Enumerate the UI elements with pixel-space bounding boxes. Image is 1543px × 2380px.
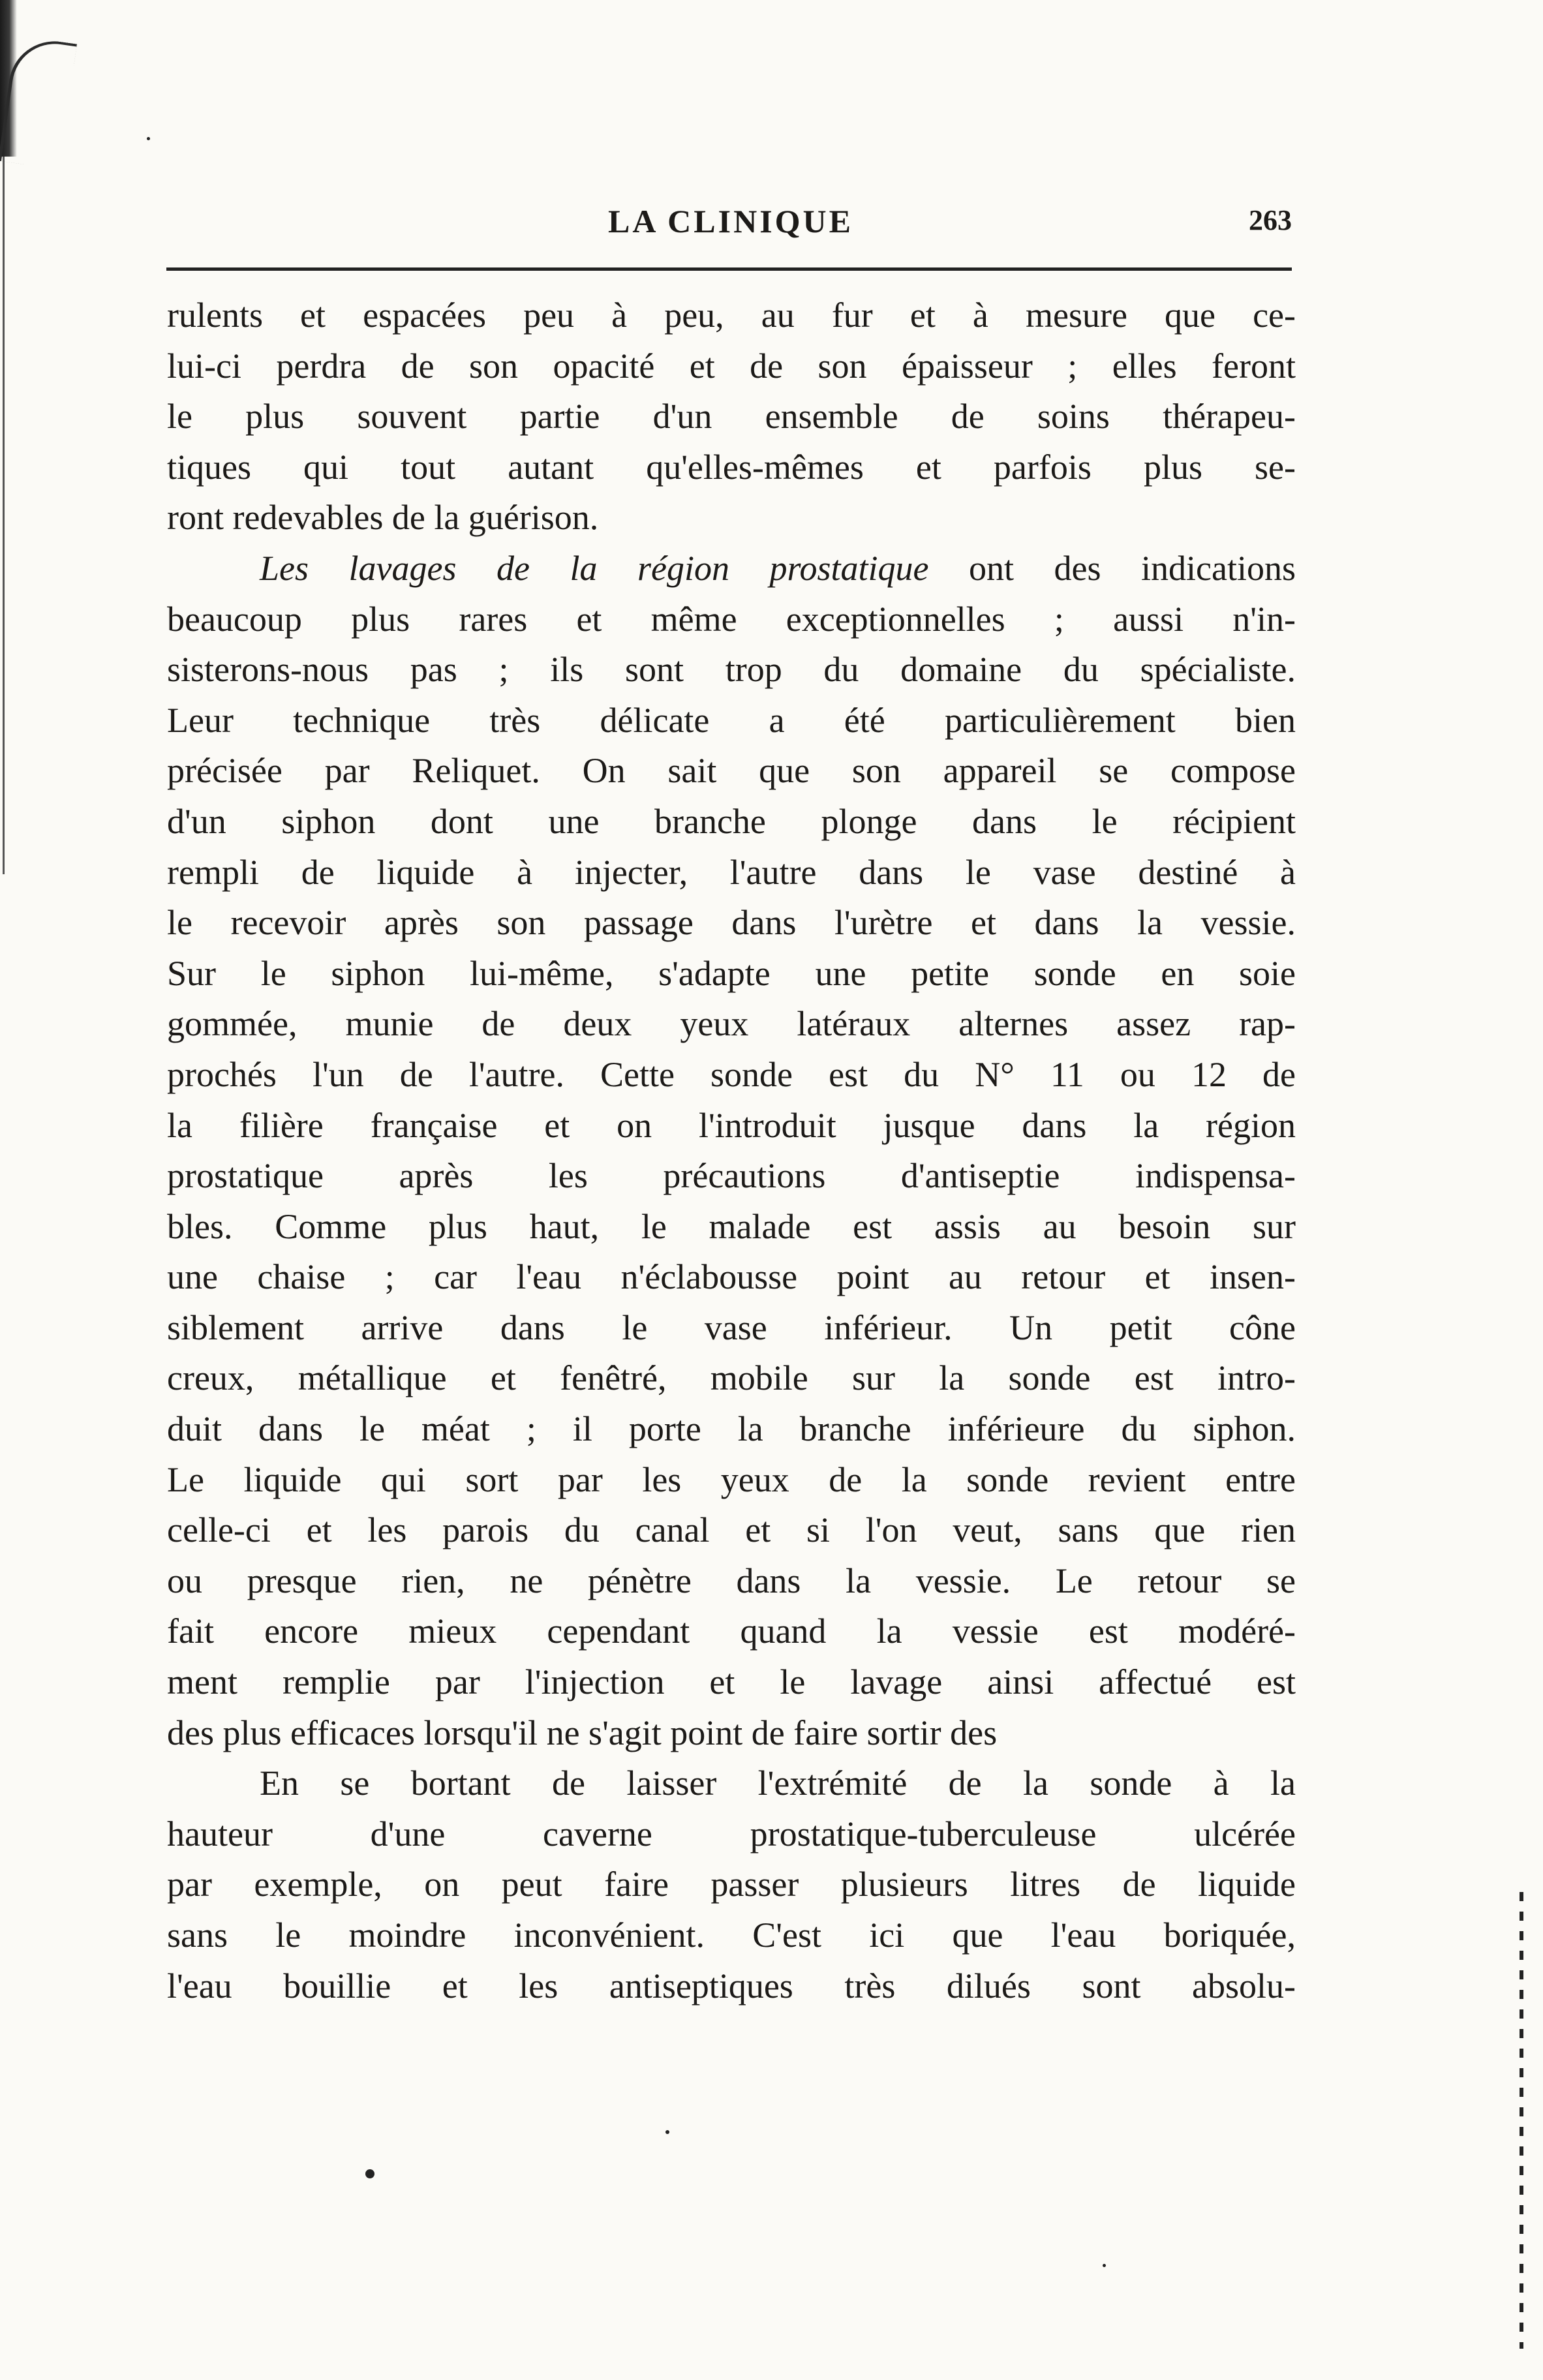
text-line: fait encore mieux cependant quand la vessie est modéré- bbox=[167, 1611, 1296, 1651]
text-line: ment remplie par l'injection et le lavage ainsi affectué est bbox=[167, 1662, 1296, 1702]
text-line: le recevoir après son passage dans l'urètre et dans la vessie. bbox=[167, 903, 1296, 943]
text-line: rempli de liquide à injecter, l'autre dans le vase destiné à bbox=[167, 852, 1296, 892]
scan-speck bbox=[365, 2169, 374, 2178]
paragraph-2 bbox=[167, 543, 1296, 1758]
text-line: beaucoup plus rares et même exceptionnelles ; aussi n'in- bbox=[167, 599, 1296, 639]
header-rule bbox=[166, 267, 1292, 271]
page-number: 263 bbox=[1249, 204, 1292, 236]
text-line: prostatique après les précautions d'antiseptie indispensa- bbox=[167, 1156, 1296, 1196]
text-line: hauteur d'une caverne prostatique-tuberculeuse ulcérée bbox=[167, 1814, 1296, 1854]
text-line: Sur le siphon lui-même, s'adapte une petite sonde en soie bbox=[167, 953, 1296, 993]
text-fragment: ont des indications bbox=[928, 548, 1296, 588]
text-line: celle-ci et les parois du canal et si l'on veut, sans que rien bbox=[167, 1510, 1296, 1550]
scan-speck bbox=[665, 2130, 669, 2134]
text-line bbox=[167, 543, 1296, 594]
text-line: sans le moindre inconvénient. C'est ici que l'eau boriquée, bbox=[167, 1915, 1296, 1955]
running-header bbox=[170, 202, 1292, 248]
running-title: LA CLINIQUE bbox=[607, 203, 854, 239]
text-line: rulents et espacées peu à peu, au fur et à mesure que ce- bbox=[167, 296, 1296, 335]
italic-phrase: Les lavages de la région prostatique bbox=[260, 548, 929, 588]
text-line: ront redevables de la guérison. bbox=[167, 498, 599, 538]
text-line: par exemple, on peut faire passer plusieurs litres de liquide bbox=[167, 1865, 1296, 1904]
text-line: Le liquide qui sort par les yeux de la sonde revient entre bbox=[167, 1459, 1296, 1499]
text-line: siblement arrive dans le vase inférieur. Un petit cône bbox=[167, 1307, 1296, 1347]
paragraph-1 bbox=[167, 290, 1296, 543]
paragraph-3 bbox=[167, 1758, 1296, 2011]
text-line: l'eau bouillie et les antiseptiques très dilués sont absolu- bbox=[167, 1966, 1296, 2006]
scan-speck bbox=[147, 137, 150, 140]
text-line: lui-ci perdra de son opacité et de son épaisseur ; elles feront bbox=[167, 346, 1296, 386]
text-line: duit dans le méat ; il porte la branche inférieure du siphon. bbox=[167, 1409, 1296, 1449]
text-line: le plus souvent partie d'un ensemble de soins thérapeu- bbox=[167, 397, 1296, 436]
text-line: précisée par Reliquet. On sait que son appareil se compose bbox=[167, 751, 1296, 791]
text-line: tiques qui tout autant qu'elles-mêmes et parfois plus se- bbox=[167, 447, 1296, 487]
text-line: des plus efficaces lorsqu'il ne s'agit point de faire sortir des bbox=[167, 1713, 998, 1752]
scan-left-edge bbox=[3, 157, 5, 874]
text-line: creux, métallique et fenêtré, mobile sur la sonde est intro- bbox=[167, 1358, 1296, 1398]
text-line: la filière française et on l'introduit jusque dans la région bbox=[167, 1105, 1296, 1145]
scan-speck bbox=[1103, 2264, 1106, 2267]
body-text bbox=[167, 290, 1296, 2011]
text-line: Leur technique très délicate a été particulièrement bien bbox=[167, 700, 1296, 740]
text-line: d'un siphon dont une branche plonge dans le récipient bbox=[167, 801, 1296, 841]
text-line: une chaise ; car l'eau n'éclabousse point au retour et insen- bbox=[167, 1257, 1296, 1297]
text-line: gommée, munie de deux yeux latéraux alternes assez rap- bbox=[167, 1004, 1296, 1044]
scan-right-edge bbox=[1520, 1892, 1523, 2349]
text-line: prochés l'un de l'autre. Cette sonde est du N° 11 ou 12 de bbox=[167, 1054, 1296, 1094]
text-line: bles. Comme plus haut, le malade est assis au besoin sur bbox=[167, 1206, 1296, 1246]
text-line: sisterons-nous pas ; ils sont trop du domaine du spécialiste. bbox=[167, 650, 1296, 690]
text-line: ou presque rien, ne pénètre dans la vessie. Le retour se bbox=[167, 1561, 1296, 1600]
text-line: En se bortant de laisser l'extrémité de la sonde à la bbox=[260, 1763, 1296, 1803]
